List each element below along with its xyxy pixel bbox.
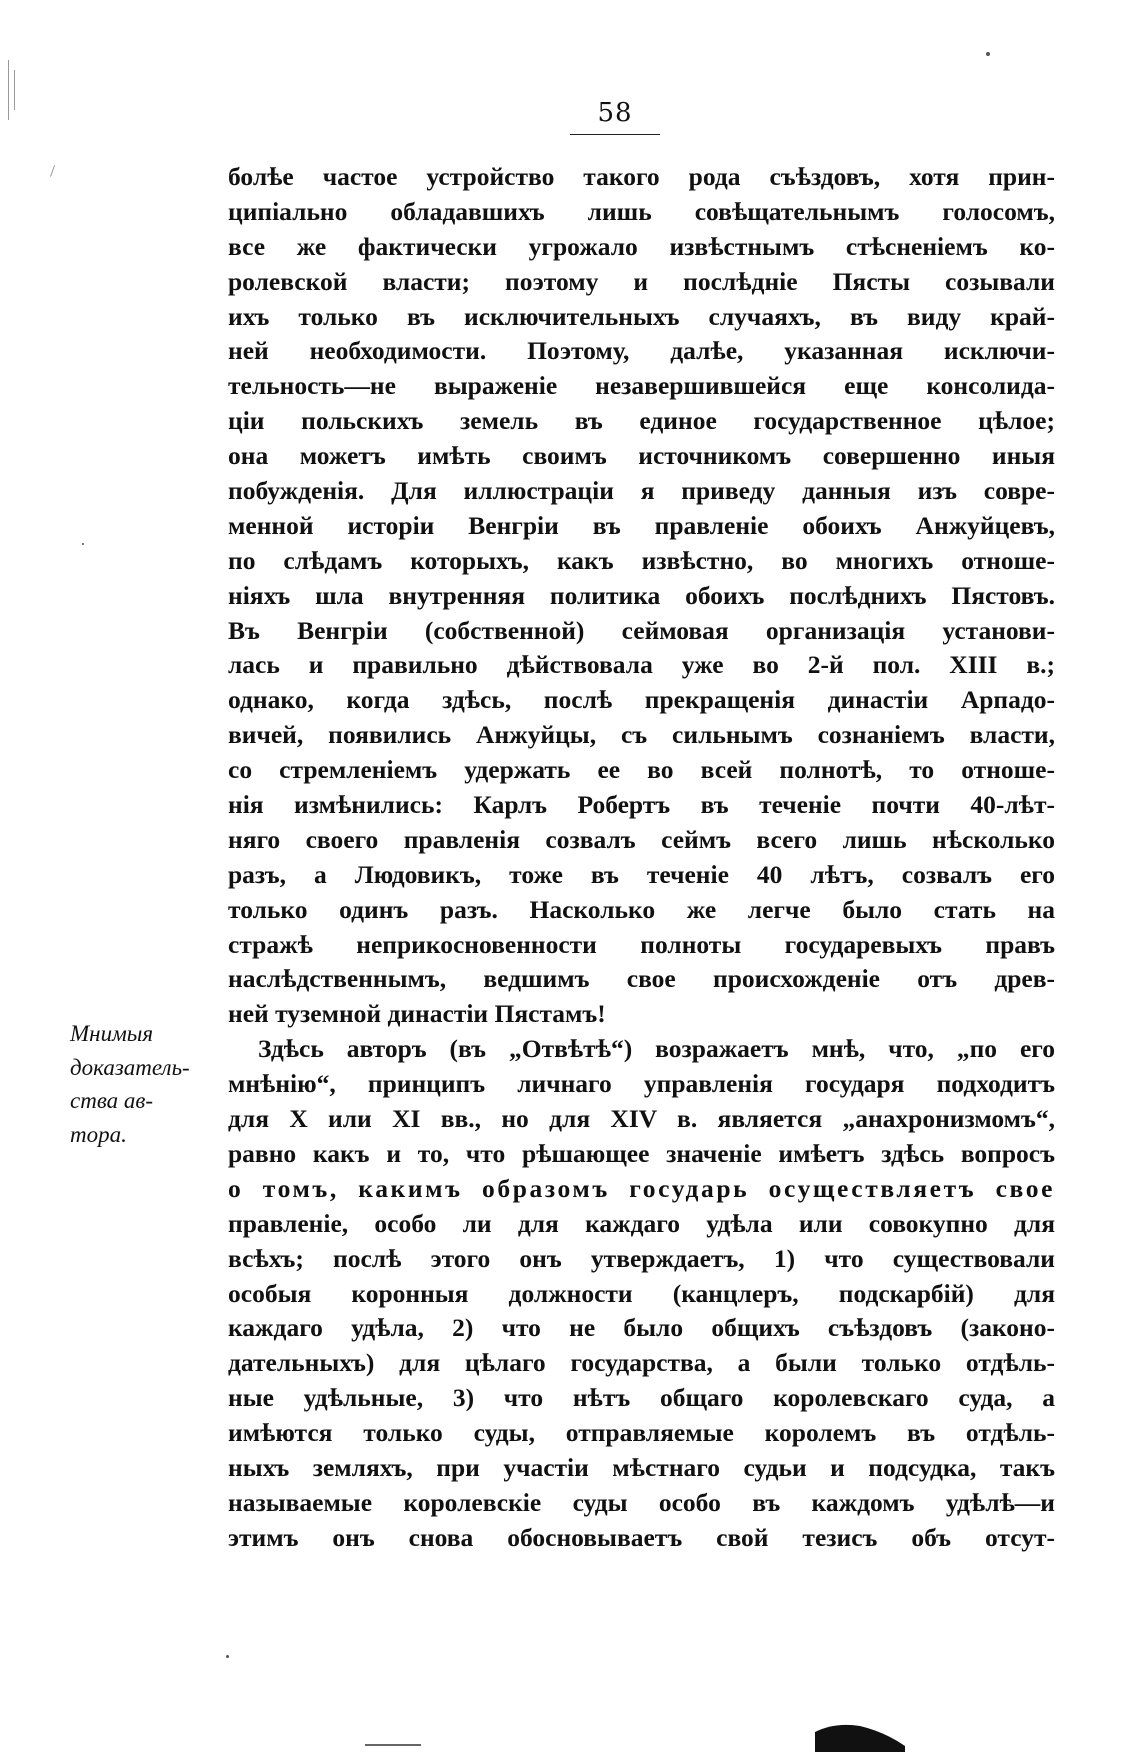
text-line: всѣхъ; послѣ этого онъ утверждаетъ, 1) что существовали (228, 1243, 1055, 1273)
text-line: ныхъ земляхъ, при участіи мѣстнаго судьи и подсудка, такъ (228, 1452, 1055, 1482)
text-line: Здѣсь авторъ (въ „Отвѣтѣ“) возражаетъ мнѣ, что, „по его (258, 1034, 1055, 1064)
margin-note-line: тора. (70, 1121, 127, 1147)
text-line: особыя коронныя должности (канцлеръ, подскарбій) для (228, 1278, 1055, 1308)
text-line: для X или XI вв., но для XIV в. является „анахронизмомъ“, (228, 1104, 1055, 1134)
page-number: 58 (570, 98, 660, 135)
text-line: ней необходимости. Поэтому, далѣе, указанная исключи- (228, 336, 1055, 366)
scan-edge-mark (50, 165, 55, 177)
text-line: болѣе частое устройство такого рода съѣздовъ, хотя прин- (228, 162, 1055, 191)
text-line: ролевской власти; поэтому и послѣдніе Пясты созывали (228, 266, 1055, 296)
scan-speck (986, 52, 990, 56)
text-line: о томъ, какимъ образомъ государь осуществляетъ свое (228, 1173, 1055, 1203)
text-line: ней туземной династіи Пястамъ! (228, 999, 606, 1029)
margin-note-line: доказатель- (70, 1054, 190, 1080)
text-line: вичей, появились Анжуйцы, съ сильнымъ сознаніемъ власти, (228, 720, 1055, 750)
text-line: Въ Венгріи (собственной) сеймовая организація установи- (228, 615, 1055, 645)
text-line: тельность—не выраженіе незавершившейся еще консолида- (228, 371, 1055, 401)
margin-note-line: Мнимыя (70, 1021, 154, 1046)
text-line: каждаго удѣла, 2) что не было общихъ съѣздовъ (законо- (228, 1313, 1055, 1343)
text-line: равно какъ и то, что рѣшающее значеніе имѣетъ здѣсь вопросъ (228, 1138, 1055, 1168)
text-line: правленіе, особо ли для каждаго удѣла или совокупно для (228, 1208, 1055, 1238)
text-line: она можетъ имѣть своимъ источникомъ совершенно иныя (228, 441, 1055, 471)
text-line: все же фактически угрожало извѣстнымъ стѣсненіемъ ко- (228, 231, 1055, 261)
text-line: разъ, а Людовикъ, тоже въ теченіе 40 лѣтъ, созвалъ его (228, 859, 1055, 889)
text-line: стражѣ неприкосновенности полноты государевыхъ правъ (228, 929, 1055, 959)
scan-ink-blot (815, 1716, 905, 1752)
text-line: няго своего правленія созвалъ сеймъ всего лишь нѣсколько (228, 824, 1055, 854)
text-line: ніяхъ шла внутренняя политика обоихъ послѣднихъ Пястовъ. (228, 580, 1055, 610)
scan-edge-mark (8, 60, 9, 120)
scan-edge-mark (365, 1744, 421, 1746)
text-line: лась и правильно дѣйствовала уже во 2-й пол. XIII в.; (228, 650, 1055, 680)
text-line: мнѣнію“, принципъ личнаго управленія государя подходитъ (228, 1069, 1055, 1099)
text-line: нія измѣнились: Карлъ Робертъ въ теченіе почти 40-лѣт- (228, 790, 1055, 820)
text-line: этимъ онъ снова обосновываетъ свой тезисъ объ отсут- (228, 1522, 1055, 1552)
scan-speck (82, 543, 84, 545)
text-line: со стремленіемъ удержать ее во всей полнотѣ, то отноше- (228, 755, 1055, 785)
text-line: побужденія. Для иллюстраціи я приведу данныя изъ совре- (228, 476, 1055, 506)
text-line: менной исторіи Венгріи въ правленіе обоихъ Анжуйцевъ, (228, 510, 1055, 540)
text-line: называемые королевскіе суды особо въ каждомъ удѣлѣ—и (228, 1487, 1055, 1517)
text-line: наслѣдственнымъ, ведшимъ свое происхожденіе отъ древ- (228, 964, 1055, 994)
margin-note (70, 1017, 210, 1151)
margin-note-line: ства ав- (70, 1088, 154, 1113)
text-line: имѣются только суды, отправляемые королемъ въ отдѣль- (228, 1418, 1055, 1448)
text-line: ихъ только въ исключительныхъ случаяхъ, въ виду край- (228, 301, 1055, 331)
scan-speck (226, 1655, 229, 1658)
body-text (228, 160, 1055, 1556)
text-line: ные удѣльные, 3) что нѣтъ общаго королевскаго суда, а (228, 1383, 1055, 1413)
text-line: только одинъ разъ. Насколько же легче было стать на (228, 894, 1055, 924)
scan-edge-mark (14, 70, 15, 110)
text-line: однако, когда здѣсь, послѣ прекращенія династіи Арпадо- (228, 685, 1055, 715)
text-line: дательныхъ) для цѣлаго государства, а были только отдѣль- (228, 1348, 1055, 1378)
text-line: ципіально обладавшихъ лишь совѣщательнымъ голосомъ, (228, 196, 1055, 226)
text-line: ціи польскихъ земель въ единое государственное цѣлое; (228, 406, 1055, 436)
text-line: по слѣдамъ которыхъ, какъ извѣстно, во многихъ отноше- (228, 545, 1055, 575)
